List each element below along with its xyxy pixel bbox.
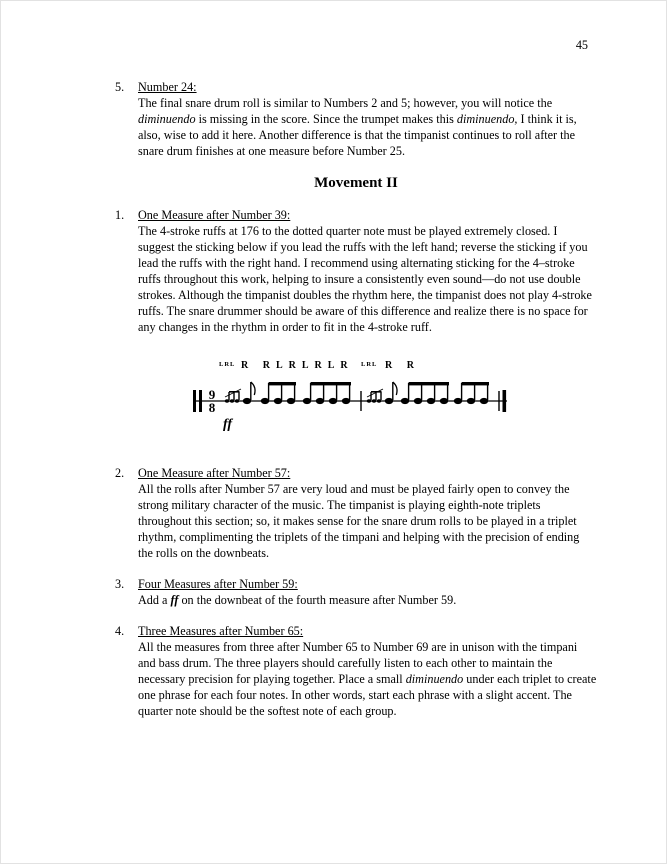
page-content	[115, 79, 597, 734]
time-signature-lower: 8	[208, 400, 216, 415]
beamed-note-group	[454, 382, 489, 404]
sticking-text: LRL	[361, 361, 378, 368]
item-text: The 4-stroke ruffs at 176 to the dotted quarter note must be played extremely closed. I suggest the sticking below if you lead the ruffs with the left hand; reverse the sticking if you lead the ruffs with the right hand. I recommend using alternating sticking for the 4–stroke ruffs throughout this work, helping to insure a consistently even sound—do not use double strokes. Although the timpanist doubles the rhythm here, the timpanist does not play 4-stroke ruffs. The snare drummer should be aware of this difference and realize there is no space for any changes in the rhythm in order to fit in the 4-stroke ruff.	[138, 224, 592, 334]
item-text: All the rolls after Number 57 are very loud and must be played fairly open to convey the strong military character of the music. The timpanist is playing eighth-note triplets throughout this section; so, it makes sense for the snare drum rolls to be played in a triplet rhythm, complimenting the triplets of the timpani and helping with the precision of ending the rolls on the downbeats.	[138, 482, 580, 560]
sticking-text: R RLRLRLR	[241, 360, 354, 371]
page-number: 45	[575, 38, 588, 52]
item-heading: One Measure after Number 39:	[138, 208, 291, 222]
section-title: Movement II	[314, 175, 398, 191]
item-heading: Four Measures after Number 59:	[138, 577, 298, 591]
grace-notes	[225, 389, 241, 403]
item-body	[138, 623, 597, 719]
beamed-note-group	[261, 382, 296, 404]
item-text: Add a ff on the downbeat of the fourth measure after Number 59.	[138, 593, 457, 607]
music-example-figure	[191, 355, 521, 439]
item-heading: One Measure after Number 57:	[138, 466, 291, 480]
item-number: 3.	[115, 577, 125, 591]
item-heading: Number 24:	[138, 80, 197, 94]
list-item-3	[115, 576, 597, 608]
item-number: 2.	[115, 466, 125, 480]
item-text: All the measures from three after Number 65 to Number 69 are in unison with the timpani and bass drum. The three players should carefully listen to each other to maintain the necessary precision for playing together. Place a small diminuendo under each triplet to create one phrase for each four notes. In other words, start each phrase with a slight accent. The quarter note should be the softest note of each group.	[138, 640, 597, 718]
item-body	[138, 576, 597, 608]
grace-notes	[367, 389, 383, 403]
item-number: 5.	[115, 80, 125, 94]
item-body	[138, 207, 597, 335]
list-item-4	[115, 623, 597, 719]
item-heading: Three Measures after Number 65:	[138, 624, 304, 638]
item-body	[138, 465, 597, 561]
list-item-5	[115, 79, 597, 159]
music-example	[191, 355, 521, 435]
sticking-text: R R	[385, 360, 420, 371]
item-number: 4.	[115, 624, 125, 638]
double-barline	[193, 390, 196, 412]
sticking-text: LRL	[219, 361, 236, 368]
list-item-1	[115, 207, 597, 335]
item-number: 1.	[115, 208, 125, 222]
list-item-2	[115, 465, 597, 561]
dynamic-marking: ff	[223, 417, 233, 432]
item-text: The final snare drum roll is similar to Numbers 2 and 5; however, you will notice the diminuendo is missing in the score. Since the trumpet makes this diminuendo, I think it is, also, wise to add it here. Another difference is that the timpanist continues to roll after the snare drum finishes at one measure before Number 25.	[138, 96, 577, 158]
item-body	[138, 79, 597, 159]
time-signature-upper: 9	[208, 387, 216, 402]
